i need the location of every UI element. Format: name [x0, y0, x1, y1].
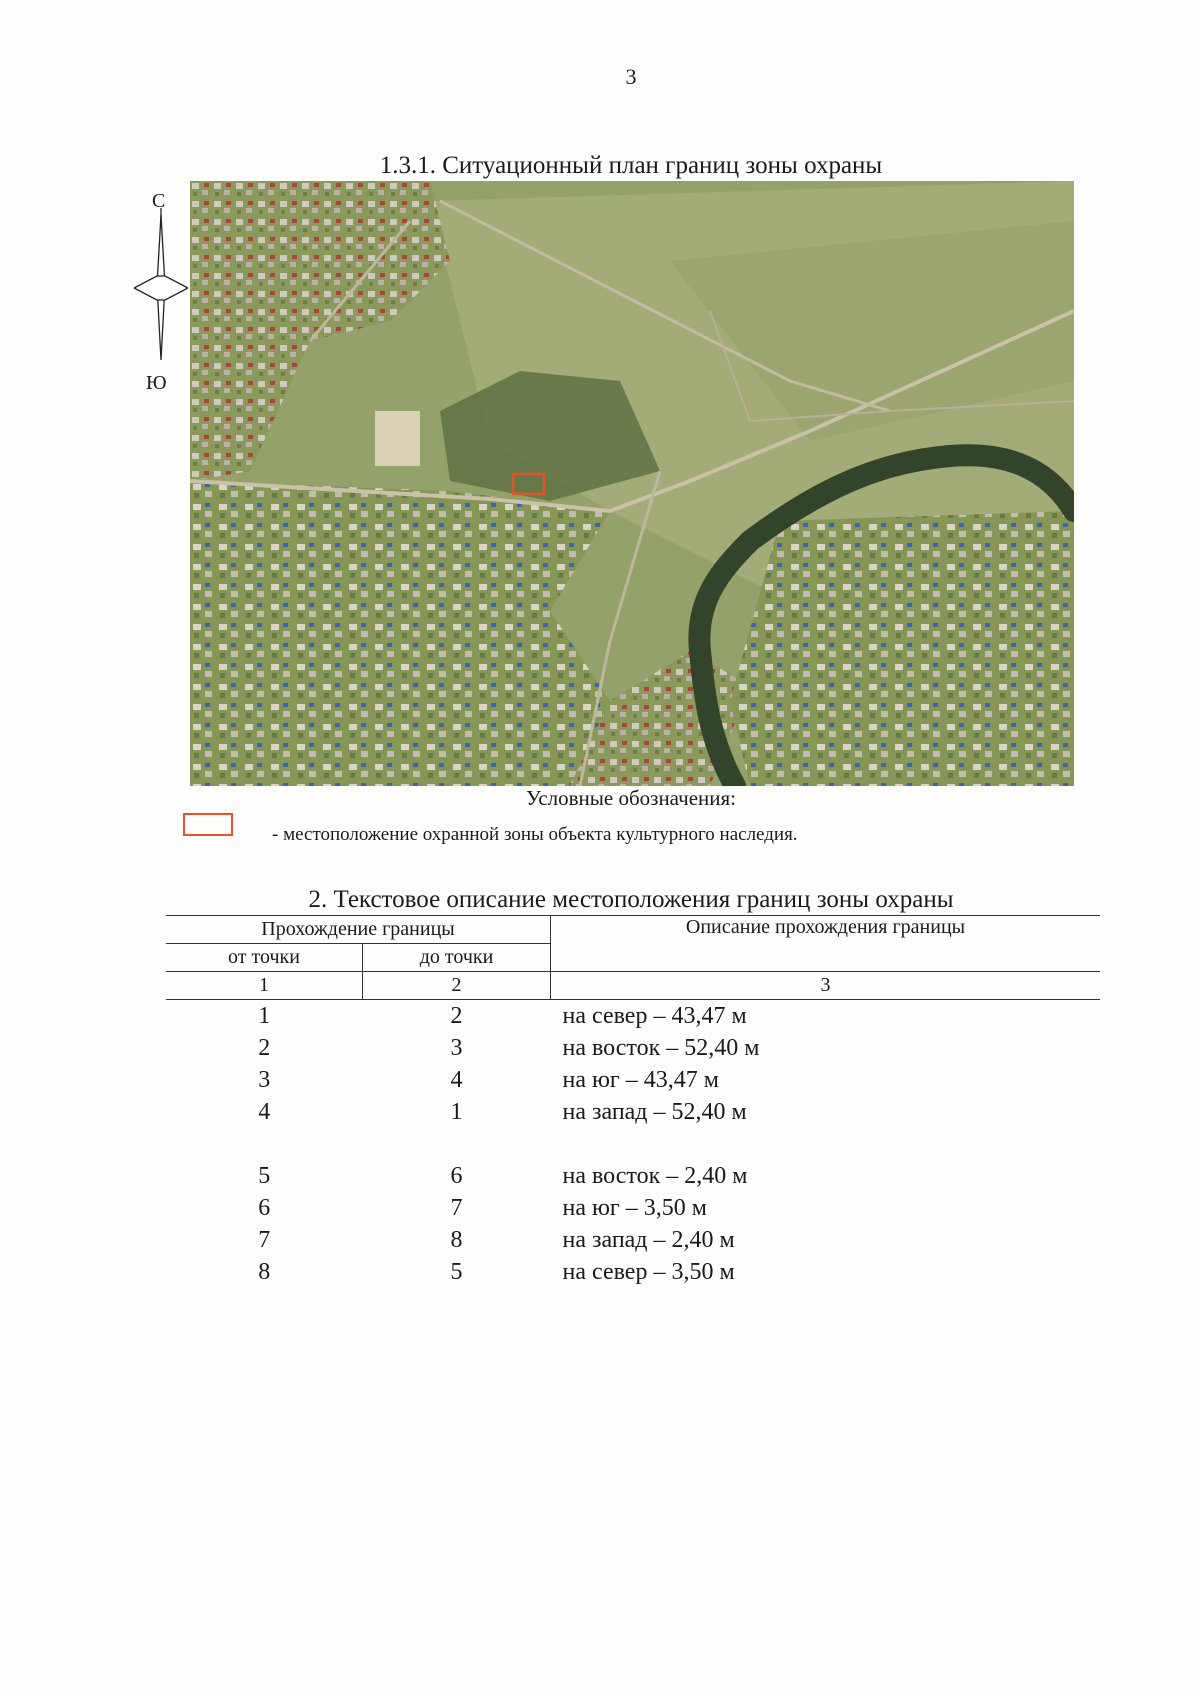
header-boundary-passage: Прохождение границы: [166, 916, 551, 944]
to-point-cell: 6: [450, 1162, 463, 1189]
header-index-1: 1: [166, 972, 363, 1000]
description-cell: на восток – 52,40 м: [562, 1034, 760, 1061]
to-point-cell: 5: [450, 1258, 463, 1285]
legend-title: Условные обозначения:: [525, 786, 737, 810]
from-point-cell: 7: [258, 1226, 271, 1253]
section-title: 2. Текстовое описание местоположения границ зоны охраны: [308, 886, 954, 913]
legend-protected-zone-swatch: [183, 813, 233, 836]
legend-protected-zone-text: - местоположение охранной зоны объекта культурного наследия.: [272, 824, 798, 845]
table-row: [166, 1256, 1100, 1288]
from-point-cell: 3: [258, 1066, 271, 1093]
description-cell: на юг – 3,50 м: [562, 1194, 707, 1221]
to-point-cell: 3: [450, 1034, 463, 1061]
to-point-cell: 7: [450, 1194, 463, 1221]
header-boundary-description: Описание прохождения границы: [551, 916, 1101, 972]
compass-rose-icon: [134, 190, 188, 390]
boundary-description-table: [166, 915, 1100, 1288]
from-point-cell: 5: [258, 1162, 271, 1189]
from-point-cell: 1: [258, 1002, 271, 1029]
header-from-point: от точки: [166, 944, 363, 972]
description-cell: на север – 43,47 м: [562, 1002, 747, 1029]
table-row: [166, 1160, 1100, 1192]
header-to-point: до точки: [363, 944, 551, 972]
table-row: [166, 1224, 1100, 1256]
from-point-cell: 8: [258, 1258, 271, 1285]
compass-north-label: С: [152, 190, 166, 212]
description-cell: на запад – 52,40 м: [562, 1098, 747, 1125]
satellite-image: [190, 181, 1074, 786]
header-index-2: 2: [363, 972, 551, 1000]
to-point-cell: 8: [450, 1226, 463, 1253]
header-index-3: 3: [551, 972, 1101, 1000]
table-row: [166, 1032, 1100, 1064]
to-point-cell: 4: [450, 1066, 463, 1093]
plan-title: 1.3.1. Ситуационный план границ зоны охраны: [379, 152, 883, 179]
table-row: [166, 1000, 1100, 1033]
description-cell: на запад – 2,40 м: [562, 1226, 735, 1253]
from-point-cell: 6: [258, 1194, 271, 1221]
description-cell: на север – 3,50 м: [562, 1258, 735, 1285]
compass-south-label: Ю: [146, 372, 167, 394]
from-point-cell: 2: [258, 1034, 271, 1061]
table-spacer-row: [166, 1128, 1100, 1160]
to-point-cell: 1: [450, 1098, 463, 1125]
table-row: [166, 1064, 1100, 1096]
description-cell: на юг – 43,47 м: [562, 1066, 719, 1093]
table-row: [166, 1192, 1100, 1224]
page-number: 3: [625, 64, 637, 89]
from-point-cell: 4: [258, 1098, 271, 1125]
situation-map: [190, 181, 1074, 786]
description-cell: на восток – 2,40 м: [562, 1162, 748, 1189]
to-point-cell: 2: [450, 1002, 463, 1029]
table-row: [166, 1096, 1100, 1128]
